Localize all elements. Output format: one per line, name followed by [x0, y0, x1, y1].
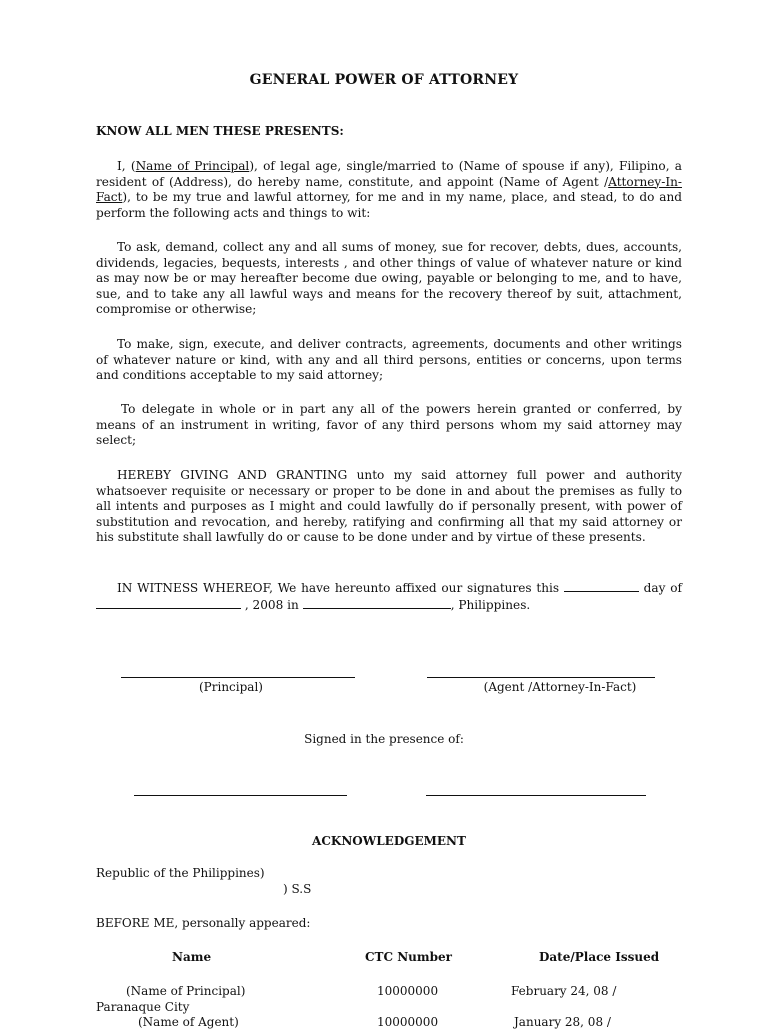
p5-text: HEREBY GIVING AND GRANTING unto my said attorney full power and authority whatsoever requisite or necessary or proper to be done in and about the premises as fully to all intents and purposes as I might and could lawfully do if personally present, with power of substitution and revocation, and hereby, ratifying and confirming all that my said attorney or his substitute shall lawfully do or cause to be done under and by virtue of these presents. [96, 468, 682, 545]
p1-text-a: I, ( [117, 159, 136, 173]
know-all-heading: KNOW ALL MEN THESE PRESENTS: [96, 124, 344, 138]
witness-text-a: IN WITNESS WHEREOF, We have hereunto affixed our signatures this [117, 581, 560, 595]
acknowledgement-heading: ACKNOWLEDGEMENT [312, 834, 466, 848]
table-header-ctc: CTC Number [365, 950, 452, 964]
witness-text-c: , 2008 in [244, 597, 299, 612]
attorney-in-fact-placeholder: Attorney-In-Fact [96, 174, 682, 205]
table-row-1-place: Paranaque City [96, 1000, 190, 1014]
paragraph-appointment [96, 159, 682, 221]
document-title: GENERAL POWER OF ATTORNEY [249, 72, 519, 88]
month-blank [96, 597, 241, 609]
principal-name-placeholder: Name of Principal [135, 159, 250, 173]
p1-text-b: ), of legal age, single/married to (Name of spouse if any), Filipino, a resident of (Address), do hereby name, constitute, and appoint (Name of Agent / [96, 159, 683, 189]
day-blank [564, 580, 639, 592]
republic-text: Republic of the Philippines) [96, 866, 265, 880]
table-row-2-name: (Name of Agent) [138, 1015, 239, 1029]
table-header-date-place: Date/Place Issued [539, 950, 660, 964]
principal-caption: (Principal) [199, 680, 263, 694]
presence-text: Signed in the presence of: [304, 732, 464, 746]
paragraph-witness [96, 580, 682, 613]
p4-text: To delegate in whole or in part any all of the powers herein granted or conferred, by means of an instrument in writing, favor of any third persons whom my said attorney may select; [96, 402, 682, 448]
witness-text-b: day of [643, 581, 682, 595]
before-me-text: BEFORE ME, personally appeared: [96, 916, 311, 930]
ss-text: ) S.S [283, 882, 312, 896]
witness-1-signature-line [134, 795, 347, 796]
agent-caption: (Agent /Attorney-In-Fact) [483, 680, 637, 694]
principal-signature-line [121, 677, 355, 678]
paragraph-granting [96, 468, 682, 546]
p1-text-c: ), to be my true and lawful attorney, for me and in my name, place, and stead, to do and perform the following acts and things to wit: [96, 190, 682, 220]
witness-text-d: , Philippines. [450, 597, 531, 612]
agent-signature-line [427, 677, 655, 678]
witness-2-signature-line [426, 795, 646, 796]
table-row-1-date: February 24, 08 / [511, 984, 617, 998]
paragraph-collect [96, 240, 682, 318]
table-row-2-ctc: 10000000 [377, 1015, 439, 1029]
paragraph-contracts [96, 337, 682, 384]
table-row-2-date: January 28, 08 / [514, 1015, 611, 1029]
table-header-name: Name [172, 950, 212, 964]
table-row-1-name: (Name of Principal) [126, 984, 246, 998]
place-blank [303, 597, 451, 609]
p2-text: To ask, demand, collect any and all sums of money, sue for recover, debts, dues, accounts, dividends, legacies, bequests, interests , and other things of value of whatever nature or kind as may now be or may hereafter become due owing, payable or belonging to me, and to have, sue, and to take any all lawful ways and means for the recovery thereof by suit, attachment, compromise or otherwise; [96, 240, 682, 317]
table-row-1-ctc: 10000000 [377, 984, 439, 998]
p3-text: To make, sign, execute, and deliver contracts, agreements, documents and other writings of whatever nature or kind, with any and all third persons, entities or concerns, upon terms and conditions acceptable to my said attorney; [96, 337, 682, 383]
paragraph-delegate [96, 402, 682, 449]
